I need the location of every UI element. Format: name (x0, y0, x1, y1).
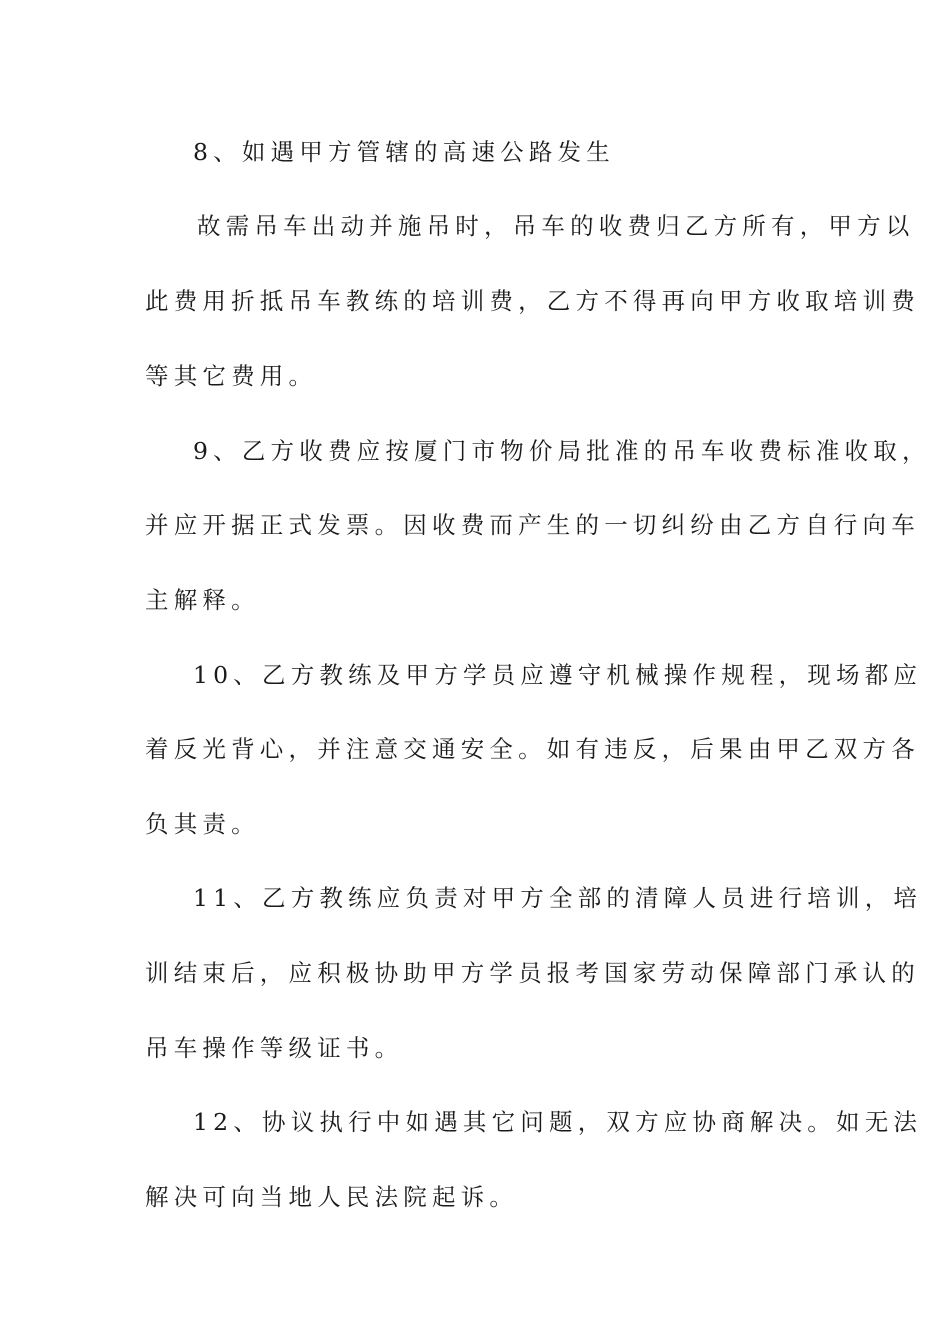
clause-10-line-3: 负其责。 (145, 810, 260, 838)
clause-11-line-2: 训结束后，应积极协助甲方学员报考国家劳动保障部门承认的 (145, 959, 920, 987)
clause-11-line-1: 11、乙方教练应负责对甲方全部的清障人员进行培训，培 (193, 884, 923, 912)
clause-8-line-1: 8、如遇甲方管辖的高速公路发生 (193, 138, 615, 166)
clause-9-line-1: 9、乙方收费应按厦门市物价局批准的吊车收费标准收取， (193, 437, 931, 465)
clause-8-line-2: 故需吊车出动并施吊时，吊车的收费归乙方所有，甲方以 (197, 212, 915, 240)
clause-12-line-1: 12、协议执行中如遇其它问题，双方应协商解决。如无法 (193, 1108, 923, 1136)
clause-8-line-3: 此费用折抵吊车教练的培训费，乙方不得再向甲方收取培训费 (145, 287, 920, 315)
clause-9-line-2: 并应开据正式发票。因收费而产生的一切纠纷由乙方自行向车 (145, 511, 920, 539)
clause-9-line-3: 主解释。 (145, 586, 260, 614)
clause-11-line-3: 吊车操作等级证书。 (145, 1034, 404, 1062)
clause-10-line-1: 10、乙方教练及甲方学员应遵守机械操作规程，现场都应 (193, 661, 923, 689)
clause-8-line-4: 等其它费用。 (145, 362, 318, 390)
clause-10-line-2: 着反光背心，并注意交通安全。如有违反，后果由甲乙双方各 (145, 735, 920, 763)
clause-12-line-2: 解决可向当地人民法院起诉。 (145, 1183, 519, 1211)
